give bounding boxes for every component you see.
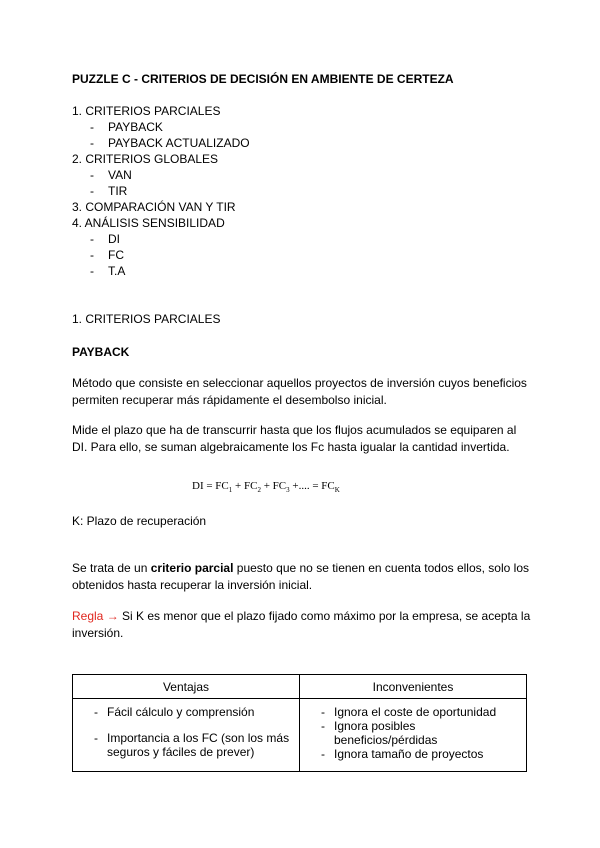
payback-heading: PAYBACK	[72, 345, 130, 359]
outline-sub-van: VAN	[108, 168, 132, 182]
inconvenientes-cell	[300, 699, 527, 772]
para-bold: criterio parcial	[150, 561, 234, 575]
ventajas-cell	[73, 699, 300, 772]
formula-term: + FC	[260, 480, 287, 492]
outline-item-1: 1. CRITERIOS PARCIALES	[72, 104, 221, 118]
outline-item-3: 3. COMPARACIÓN VAN Y TIR	[72, 200, 236, 214]
dash-bullet: -	[94, 705, 98, 719]
dash-bullet: -	[321, 747, 325, 761]
section-heading: 1. CRITERIOS PARCIALES	[72, 312, 221, 326]
list-item	[73, 731, 295, 759]
rule-label: Regla	[72, 609, 104, 623]
payback-measure: Mide el plazo que ha de transcurrir hasta que los flujos acumulados se equiparen al DI. Para ello, se suman algebraicamente los Fc hasta igualar la cantidad invertida.	[72, 423, 517, 454]
outline-dash: -	[90, 248, 94, 262]
inconveniente-text: Ignora posibles beneficios/pérdidas	[334, 719, 438, 747]
outline-item-4: 4. ANÁLISIS SENSIBILIDAD	[72, 216, 225, 230]
inconveniente-text: Ignora el coste de oportunidad	[334, 705, 497, 719]
partial-criterion-paragraph	[72, 560, 532, 594]
formula-term: + FC	[232, 480, 258, 492]
outline-sub-fc: FC	[108, 248, 124, 262]
para-text: puesto que no se tienen en cuenta todos ellos, solo los obtenidos hasta recuperar la inversión inicial.	[72, 561, 529, 592]
outline-sub-payback-actualizado: PAYBACK ACTUALIZADO	[108, 136, 250, 150]
dash-bullet: -	[321, 719, 325, 733]
outline-dash: -	[90, 168, 94, 182]
formula-term: +.... = FC	[289, 480, 335, 492]
table-row	[73, 699, 527, 772]
list-item	[300, 705, 522, 719]
document-title: PUZZLE C - CRITERIOS DE DECISIÓN EN AMBIENTE DE CERTEZA	[72, 72, 454, 86]
rule-text: Si K es menor que el plazo fijado como máximo por la empresa, se acepta la inversión.	[72, 609, 531, 640]
inconveniente-text: Ignora tamaño de proyectos	[334, 747, 484, 761]
ventaja-text: Importancia a los FC (son los más seguros y fáciles de prever)	[107, 731, 290, 759]
formula-lhs: DI = FC	[192, 480, 229, 492]
para-text: Se trata de un	[72, 561, 151, 575]
arrow-icon: →	[103, 609, 119, 623]
outline-sub-payback: PAYBACK	[108, 120, 163, 134]
k-definition: K: Plazo de recuperación	[72, 514, 207, 528]
formula-sub: 3	[286, 486, 290, 495]
outline-sub-tir: TIR	[108, 184, 128, 198]
outline-dash: -	[90, 136, 94, 150]
header-inconvenientes: Inconvenientes	[300, 675, 527, 699]
outline-dash: -	[90, 120, 94, 134]
rule-paragraph	[72, 608, 532, 642]
list-item	[73, 705, 295, 719]
dash-bullet: -	[94, 731, 98, 745]
formula-sub: K	[334, 486, 340, 495]
outline-sub-ta: T.A	[108, 264, 126, 278]
outline-dash: -	[90, 264, 94, 278]
outline-dash: -	[90, 184, 94, 198]
pros-cons-table	[72, 674, 527, 772]
list-item	[300, 747, 522, 761]
payback-formula	[192, 480, 340, 494]
outline-sub-di: DI	[108, 232, 120, 246]
ventaja-text: Fácil cálculo y comprensión	[107, 705, 255, 719]
outline-dash: -	[90, 232, 94, 246]
formula-sub: 2	[257, 486, 261, 495]
dash-bullet: -	[321, 705, 325, 719]
header-ventajas: Ventajas	[73, 675, 300, 699]
table-header-row	[73, 675, 527, 699]
formula-sub: 1	[228, 486, 233, 495]
outline-item-2: 2. CRITERIOS GLOBALES	[72, 152, 219, 166]
list-item	[300, 719, 522, 747]
payback-definition: Método que consiste en seleccionar aquellos proyectos de inversión cuyos beneficios permiten recuperar más rápidamente el desembolso inicial.	[72, 376, 527, 407]
